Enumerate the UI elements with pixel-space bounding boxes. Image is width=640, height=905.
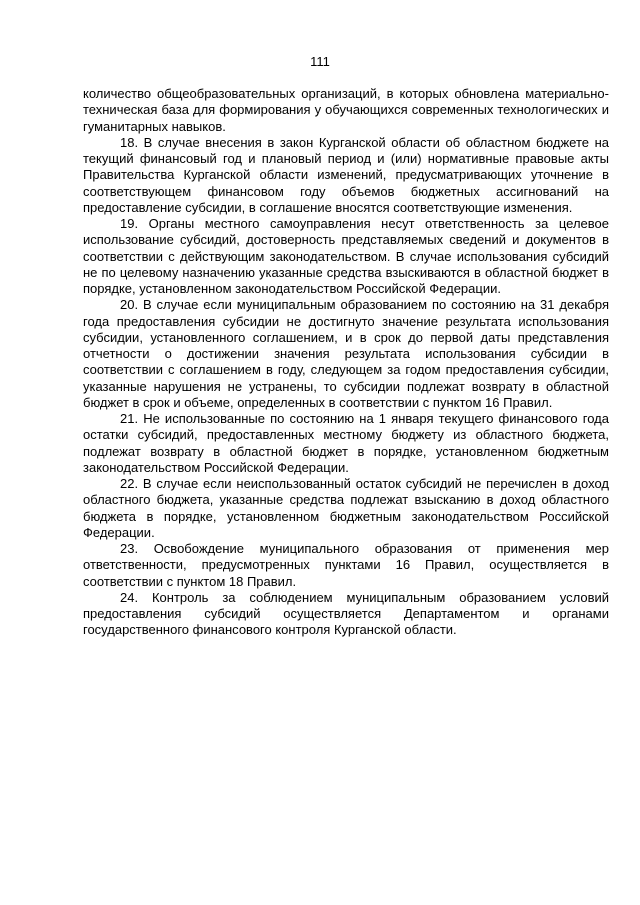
paragraph-21: 21. Не использованные по состоянию на 1 января текущего финансового года остатки субсидий, предоставленных местному бюджету из областного бюджета, подлежат возврату в областной бюджет в порядке, установленном бюджетным законодательством Российской Федерации. (83, 411, 609, 475)
document-body (83, 86, 609, 639)
paragraph-24: 24. Контроль за соблюдением муниципальным образованием условий предоставления субсидий осуществляется Департаментом и органами государственного финансового контроля Курганской области. (83, 589, 609, 638)
paragraph-23: 23. Освобождение муниципального образования от применения мер ответственности, предусмотренных пунктами 16 Правил, осуществляется в соответствии с пунктом 18 Правил. (83, 541, 609, 589)
paragraph-22: 22. В случае если неиспользованный остаток субсидий не перечислен в доход областного бюджета, указанные средства подлежат взысканию в доход областного бюджета в порядке, установленном бюджетным законодательством Российской Федерации. (83, 476, 609, 540)
paragraph-18: 18. В случае внесения в закон Курганской области об областном бюджете на текущий финансовый год и плановый период и (или) нормативные правовые акты Правительства Курганской области изменений, предусматривающих уточнение в соответствующем финансовом году объемов бюджетных ассигнований на предоставление субсидии, в соглашение вносятся соответствующие изменения. (83, 134, 609, 215)
paragraph-20: 20. В случае если муниципальным образованием по состоянию на 31 декабря года предоставления субсидии не достигнуто значение результата использования субсидии, установленного соглашением, и в срок до первой даты представления отчетности о достижении значения результата использования субсидии в соответствии с соглашением в году, следующем за годом предоставления субсидии, указанные нарушения не устранены, то субсидии подлежат возврату в областной бюджет в срок и объеме, определенных в соответствии с пунктом 16 Правил. (83, 297, 609, 410)
paragraph-19: 19. Органы местного самоуправления несут ответственность за целевое использование субсидий, достоверность представляемых сведений и документов в соответствии с действующим законодательством. В случае использования субсидий не по целевому назначению указанные средства взыскиваются в областной бюджет в порядке, установленном законодательством Российской Федерации. (83, 216, 609, 296)
paragraph-continuation: количество общеобразовательных организаций, в которых обновлена материально-техническая база для формирования у обучающихся современных технологических и гуманитарных навыков. (83, 86, 609, 134)
page-number: 111 (310, 54, 330, 69)
